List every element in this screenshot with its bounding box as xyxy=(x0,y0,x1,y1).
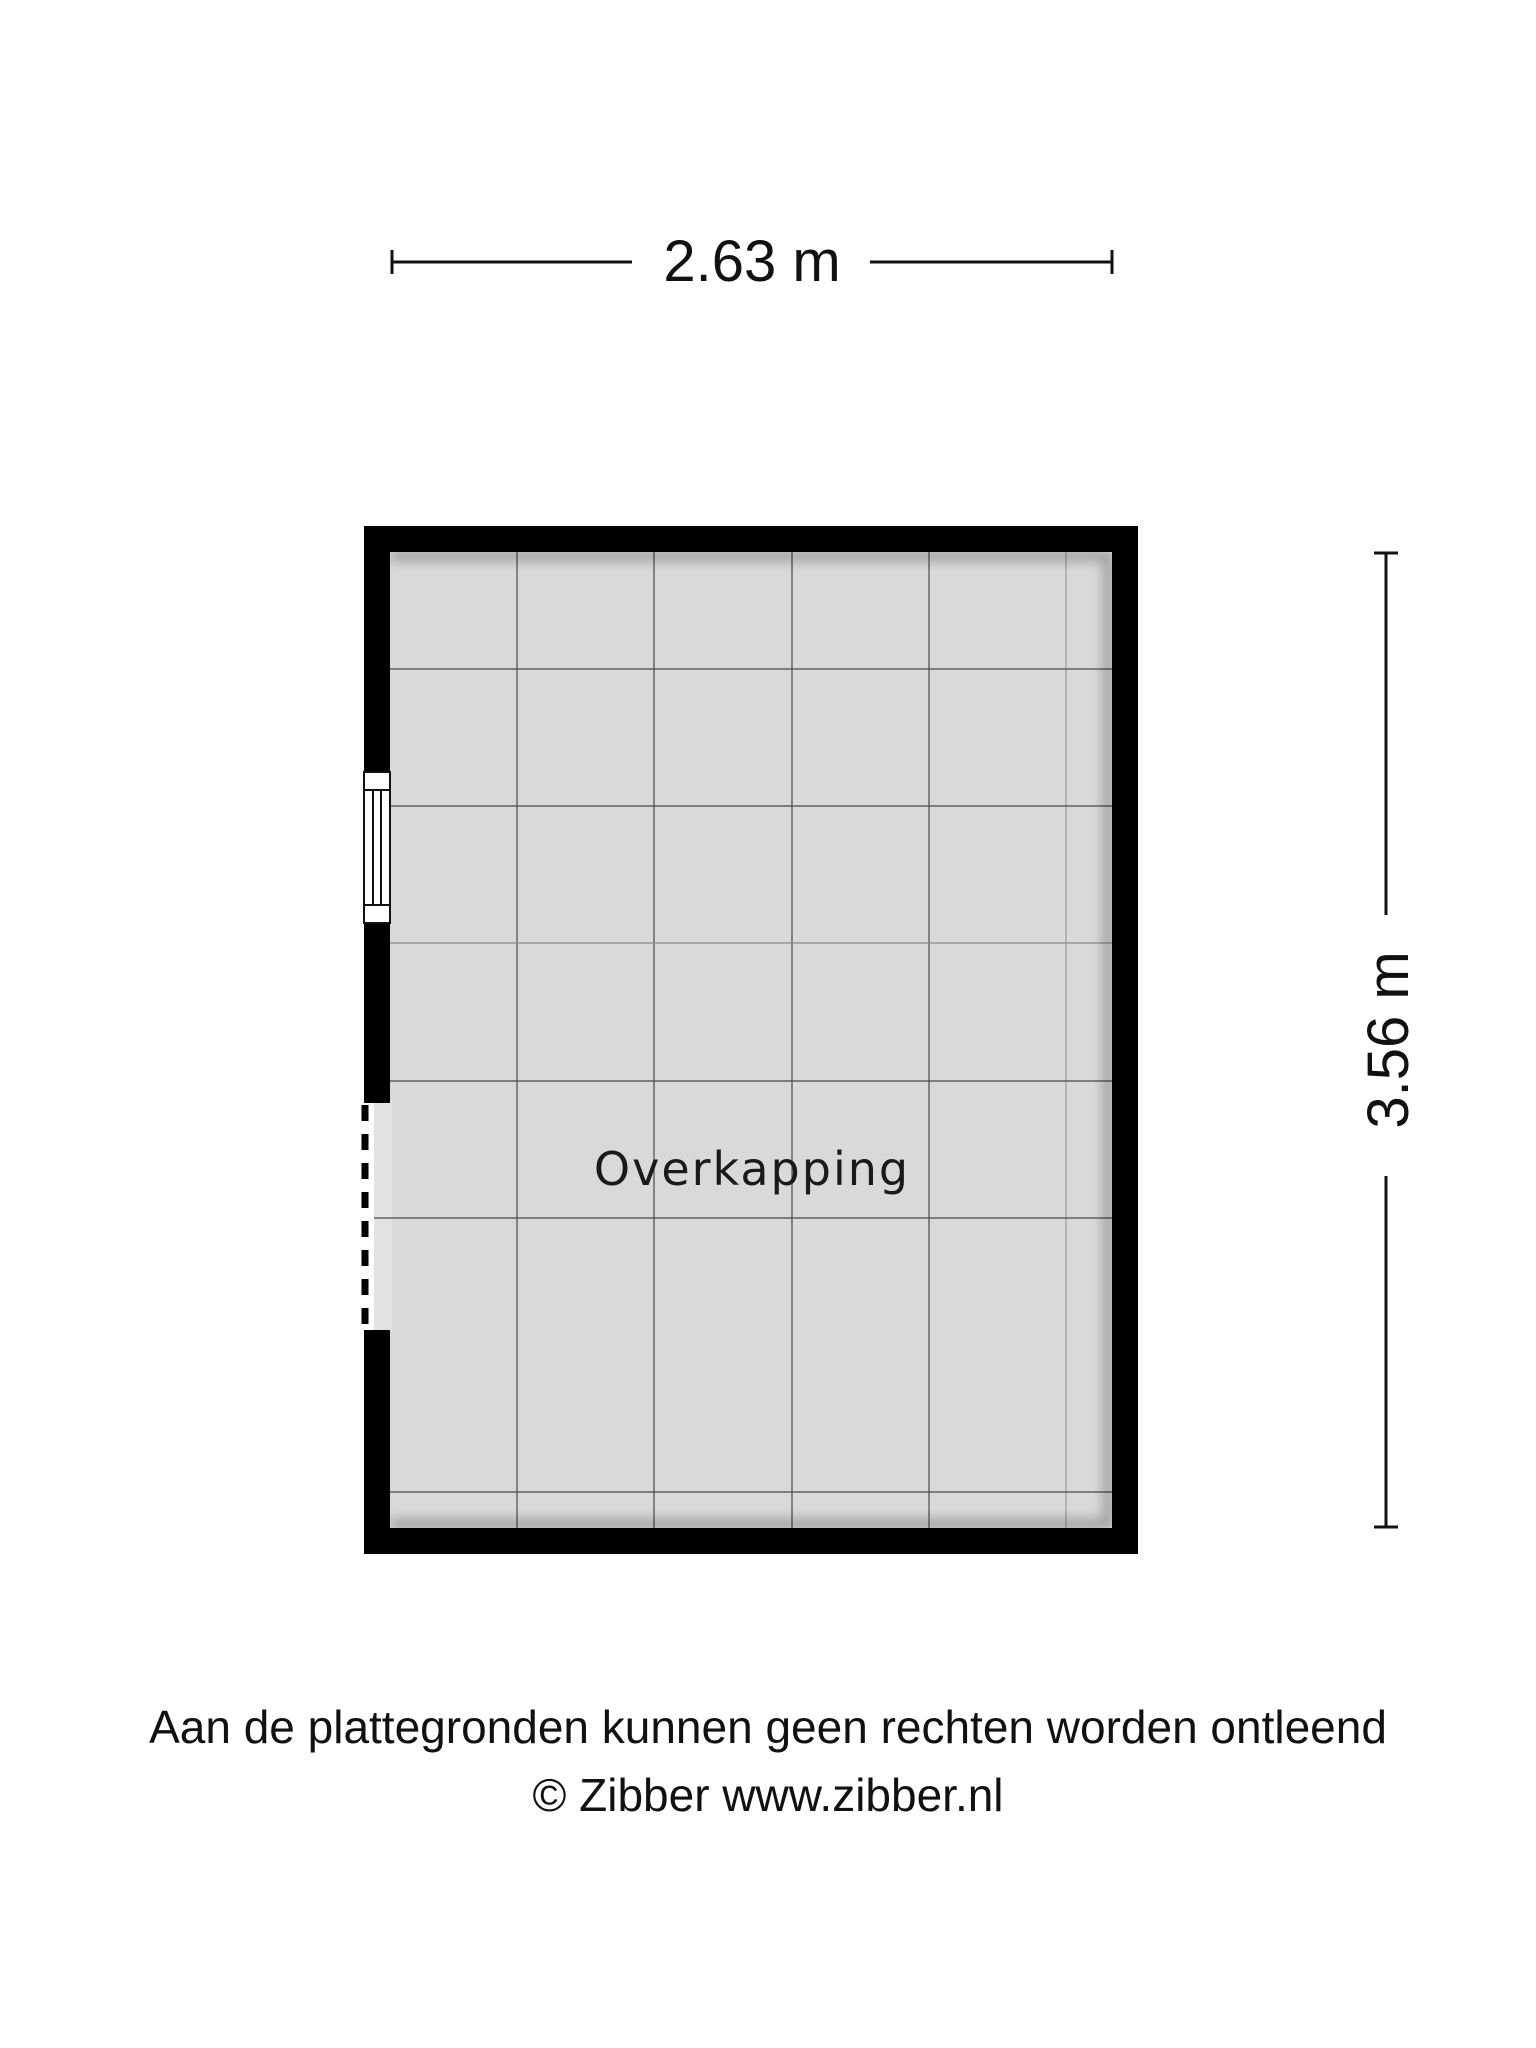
height-dimension-label: 3.56 m xyxy=(1356,951,1421,1129)
copyright-text: © Zibber www.zibber.nl xyxy=(532,1769,1004,1821)
room-floor xyxy=(374,552,1112,1528)
height-dimension xyxy=(1356,553,1421,1527)
disclaimer-text: Aan de plattegronden kunnen geen rechten worden ontleend xyxy=(149,1701,1387,1753)
width-dimension-label: 2.63 m xyxy=(663,229,841,294)
wall-left-middle xyxy=(364,923,390,1103)
width-dimension xyxy=(392,229,1112,294)
wall-left-top xyxy=(364,526,390,772)
wall-bottom xyxy=(364,1528,1138,1554)
window xyxy=(364,772,390,923)
wall-left-bottom xyxy=(364,1330,390,1554)
wall-top xyxy=(364,526,1138,552)
wall-right xyxy=(1112,526,1138,1554)
room-label: Overkapping xyxy=(593,1142,911,1196)
